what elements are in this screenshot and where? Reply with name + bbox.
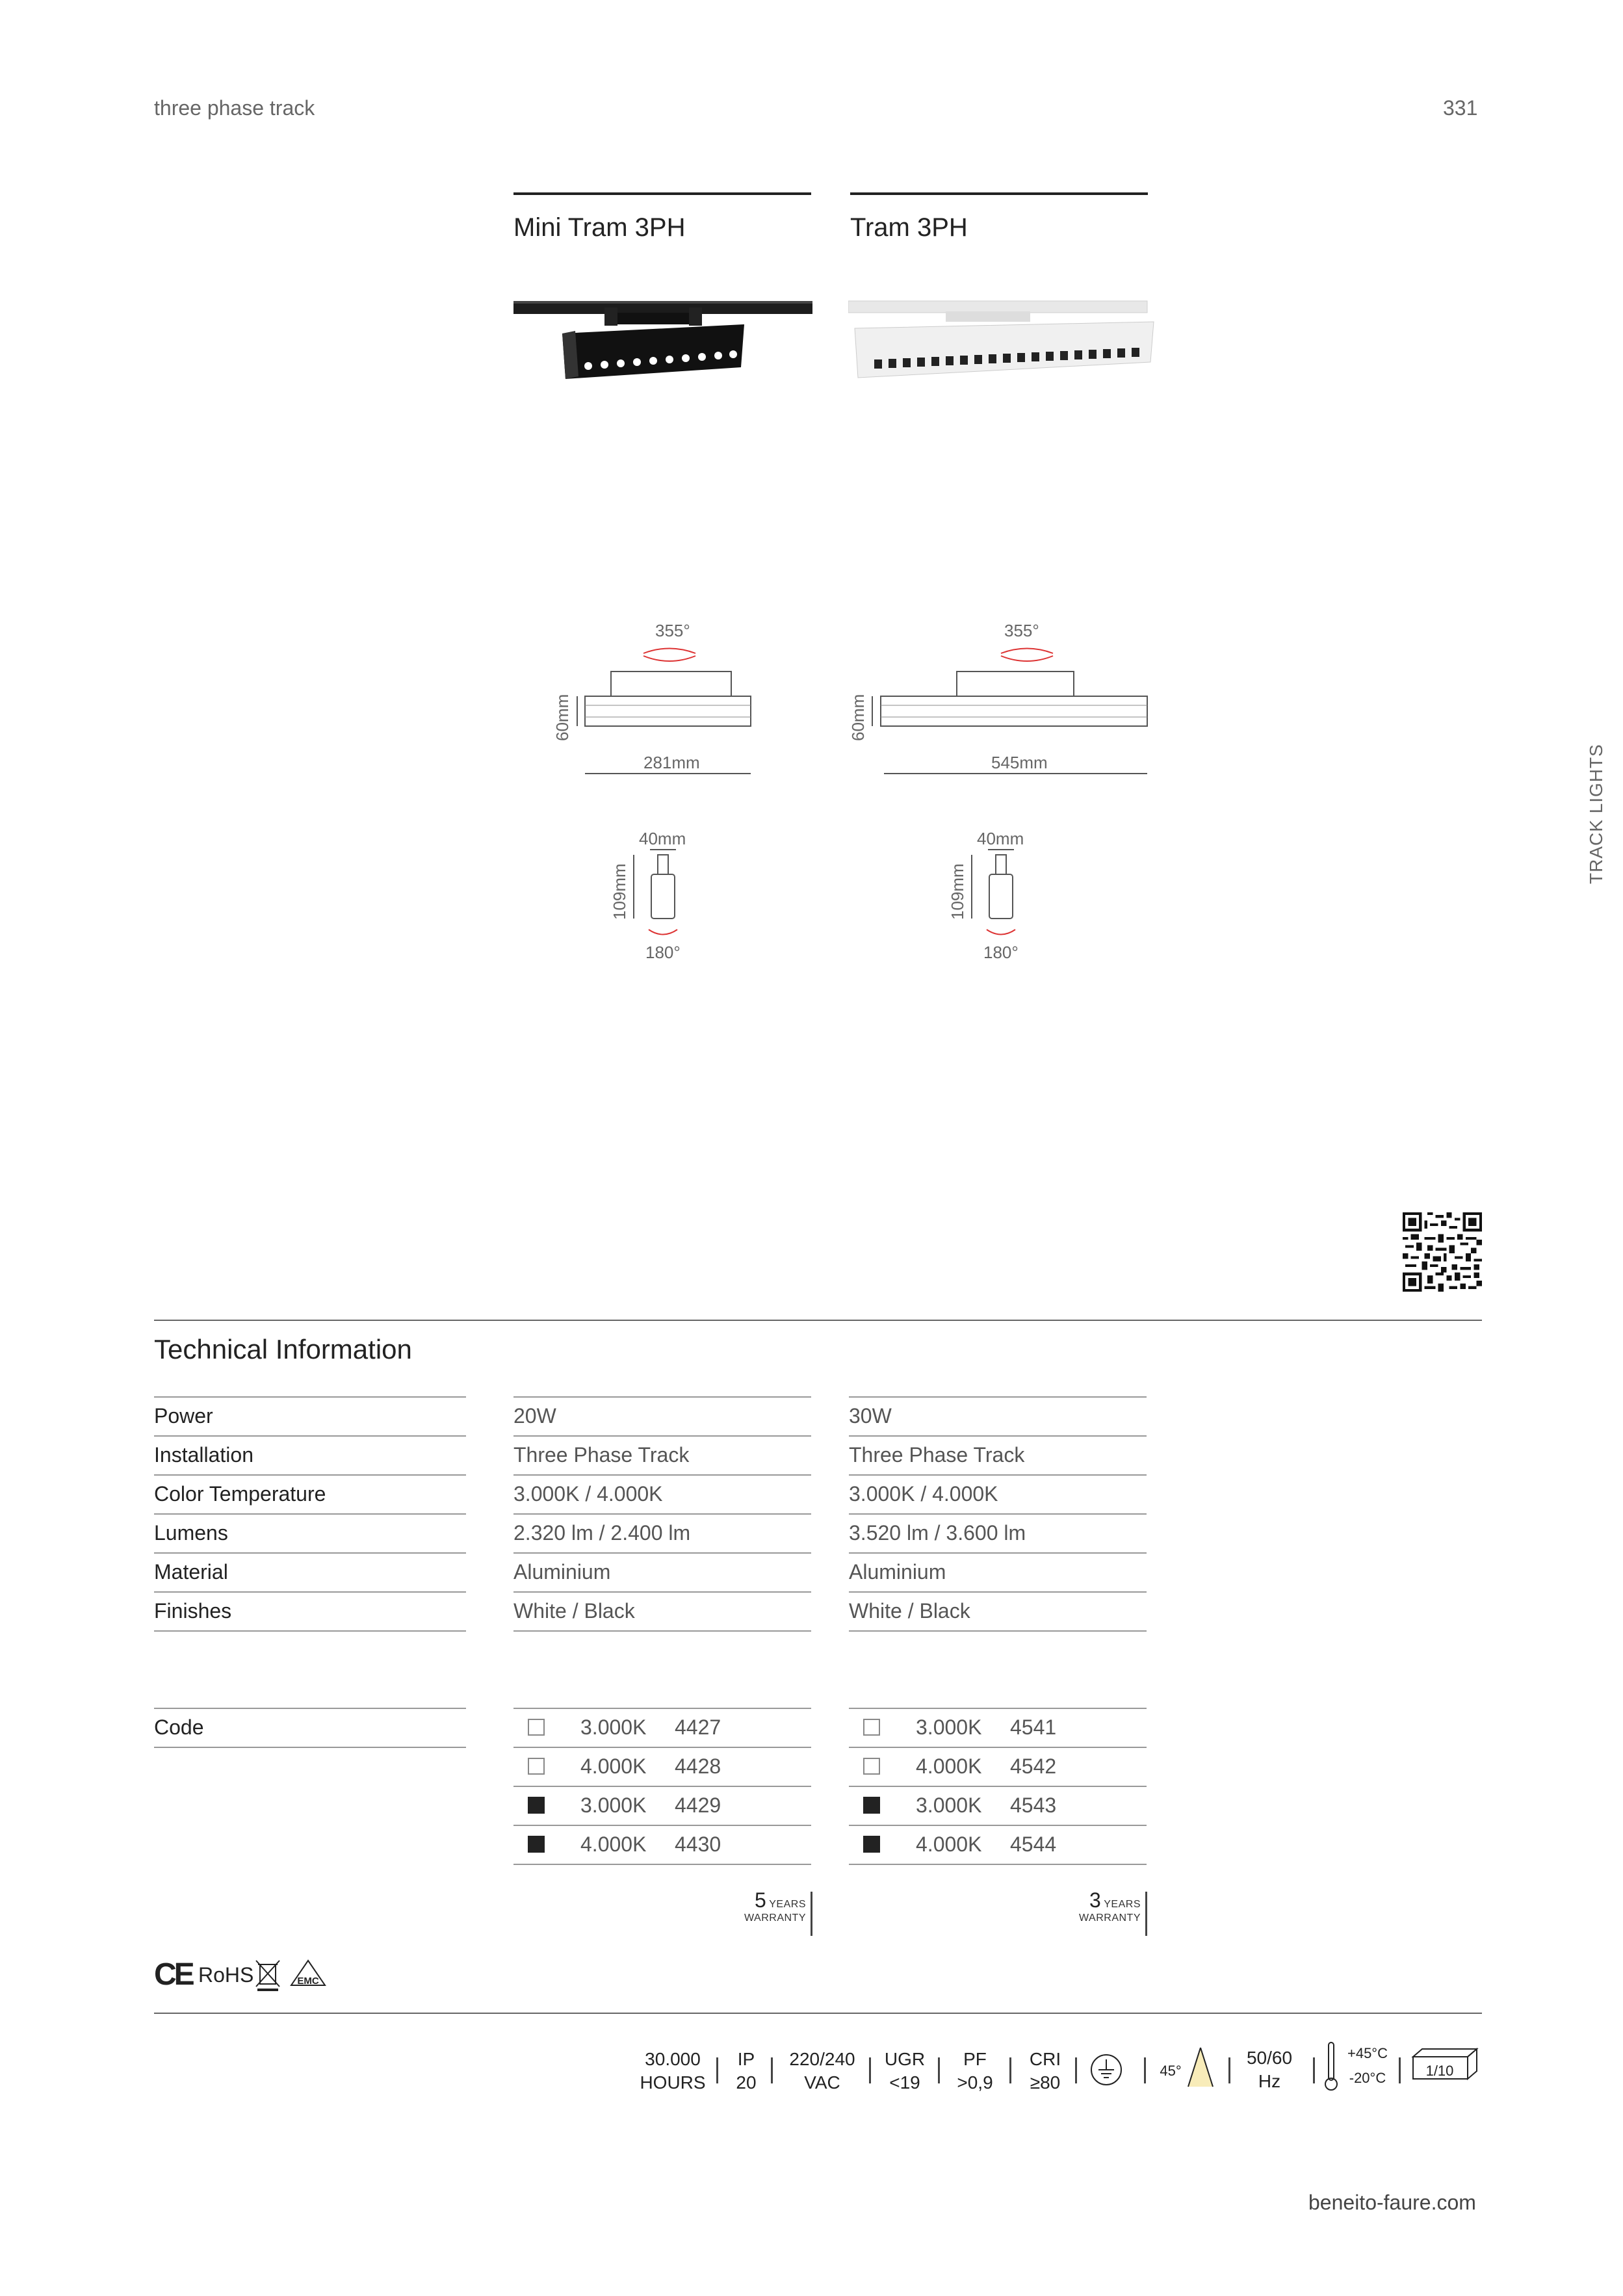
ce-mark: CE xyxy=(154,1957,192,1992)
separator xyxy=(1075,2057,1077,2083)
cri-value: ≥80 xyxy=(1030,2072,1061,2093)
code-row-line xyxy=(513,1825,811,1826)
separator xyxy=(938,2057,940,2083)
rotation-top-label-2: 355° xyxy=(1004,621,1039,640)
ugr-value: <19 xyxy=(889,2072,920,2093)
spec-value-2: Aluminium xyxy=(849,1560,946,1584)
pf-label: PF xyxy=(963,2049,987,2069)
ugr-spec xyxy=(877,2048,932,2094)
spec-value-1: White / Black xyxy=(513,1599,635,1623)
product-rule-1 xyxy=(513,192,811,195)
code-temperature: 3.000K xyxy=(580,1715,647,1739)
spec-value-2: Three Phase Track xyxy=(849,1443,1025,1467)
ip-value: 20 xyxy=(736,2072,757,2093)
length-label-1: 281mm xyxy=(643,753,700,772)
spec-label: Material xyxy=(154,1560,228,1584)
code-temperature: 4.000K xyxy=(580,1755,647,1778)
pf-value: >0,9 xyxy=(957,2072,993,2093)
spec-value-2: 3.520 lm / 3.600 lm xyxy=(849,1521,1026,1545)
depth-label-2: 109mm xyxy=(948,863,967,920)
separator xyxy=(771,2057,773,2083)
voltage-unit: VAC xyxy=(804,2072,840,2093)
code-temperature: 4.000K xyxy=(916,1833,982,1856)
warranty-years-1: 5 xyxy=(755,1888,766,1912)
rohs-mark: RoHS xyxy=(198,1963,254,1987)
voltage-spec xyxy=(783,2048,861,2094)
spec-label: Lumens xyxy=(154,1521,228,1545)
beam-angle-label: 45° xyxy=(1160,2063,1182,2079)
warranty-1 xyxy=(715,1888,806,1924)
height-label-2: 60mm xyxy=(848,694,868,741)
product-photo-mini-tram xyxy=(513,296,812,387)
code-row-line xyxy=(513,1786,811,1787)
spec-value-1: 20W xyxy=(513,1404,556,1428)
code-temperature: 3.000K xyxy=(916,1794,982,1817)
code-row-line xyxy=(849,1786,1147,1787)
qr-code[interactable] xyxy=(1403,1212,1482,1292)
finish-swatch-white xyxy=(528,1719,545,1736)
ugr-label: UGR xyxy=(884,2049,926,2069)
code-temperature: 4.000K xyxy=(580,1833,647,1856)
finish-swatch-black xyxy=(528,1836,545,1853)
code-number: 4428 xyxy=(675,1755,721,1778)
hours-spec xyxy=(634,2048,712,2094)
spec-row-line xyxy=(513,1396,811,1398)
separator xyxy=(1009,2057,1011,2083)
spec-row-line xyxy=(513,1591,811,1593)
cri-spec xyxy=(1019,2048,1071,2094)
code-row-line xyxy=(513,1864,811,1865)
code-temperature: 3.000K xyxy=(916,1715,982,1739)
website[interactable]: beneito-faure.com xyxy=(1308,2191,1476,2214)
frequency-value: 50/60 xyxy=(1246,2048,1293,2068)
section-title: three phase track xyxy=(154,96,315,120)
earth-ground-icon xyxy=(1089,2053,1123,2087)
spec-value-1: Aluminium xyxy=(513,1560,611,1584)
code-number: 4544 xyxy=(1010,1833,1057,1856)
separator xyxy=(1399,2057,1401,2083)
warranty-label-2: WARRANTY xyxy=(1079,1912,1141,1924)
frequency-spec xyxy=(1239,2046,1300,2093)
code-row-line xyxy=(513,1708,811,1709)
code-temperature: 3.000K xyxy=(580,1794,647,1817)
side-label: TRACK LIGHTS xyxy=(1586,744,1606,884)
spec-label: Installation xyxy=(154,1443,253,1467)
rotation-top-label-1: 355° xyxy=(655,621,690,640)
side-drawing-1 xyxy=(630,848,702,946)
code-row-line xyxy=(849,1864,1147,1865)
separator xyxy=(1228,2057,1230,2083)
product-rule-2 xyxy=(850,192,1148,195)
page-number: 331 xyxy=(1443,96,1478,120)
finish-swatch-white xyxy=(528,1758,545,1775)
thermometer-icon xyxy=(1323,2041,1339,2092)
warranty-label-1: WARRANTY xyxy=(744,1912,806,1924)
ip-spec xyxy=(728,2048,764,2094)
finish-swatch-black xyxy=(528,1797,545,1814)
spec-value-2: White / Black xyxy=(849,1599,970,1623)
code-row-line xyxy=(154,1747,466,1748)
code-row-line xyxy=(513,1747,811,1748)
spec-row-line xyxy=(849,1396,1147,1398)
width-label-2: 40mm xyxy=(977,829,1024,848)
code-row-line xyxy=(849,1708,1147,1709)
pf-spec xyxy=(949,2048,1001,2094)
section-divider xyxy=(154,1320,1482,1321)
product-title-2: Tram 3PH xyxy=(850,213,968,242)
spec-row-line xyxy=(849,1591,1147,1593)
spec-row-line xyxy=(513,1435,811,1437)
spec-row-line xyxy=(154,1474,466,1476)
code-row-line xyxy=(154,1708,466,1709)
temperature-min: -20°C xyxy=(1349,2070,1386,2086)
warranty-bar-2 xyxy=(1145,1892,1147,1936)
height-label-1: 60mm xyxy=(552,694,572,741)
code-label: Code xyxy=(154,1715,204,1739)
spec-row-line xyxy=(849,1630,1147,1632)
hours-unit: HOURS xyxy=(640,2072,706,2093)
spec-row-line xyxy=(154,1630,466,1632)
width-label-1: 40mm xyxy=(639,829,686,848)
spec-label: Finishes xyxy=(154,1599,232,1623)
spec-value-1: Three Phase Track xyxy=(513,1443,690,1467)
weee-bin-icon xyxy=(255,1958,281,1992)
warranty-bar-1 xyxy=(811,1892,812,1936)
finish-swatch-black xyxy=(863,1836,880,1853)
cri-label: CRI xyxy=(1029,2049,1061,2069)
temperature-spec xyxy=(1340,2041,1395,2091)
warranty-unit-1: YEARS xyxy=(769,1899,806,1910)
spec-label: Color Temperature xyxy=(154,1482,326,1506)
beam-angle-icon xyxy=(1184,2044,1217,2090)
spec-row-line xyxy=(154,1396,466,1398)
code-temperature: 4.000K xyxy=(916,1755,982,1778)
rotation-bottom-label-1: 180° xyxy=(645,943,681,962)
warranty-unit-2: YEARS xyxy=(1104,1899,1141,1910)
emc-label: EMC xyxy=(297,1976,319,1987)
length-label-2: 545mm xyxy=(991,753,1048,772)
spec-row-line xyxy=(849,1435,1147,1437)
finish-swatch-white xyxy=(863,1719,880,1736)
technical-title: Technical Information xyxy=(154,1334,412,1364)
product-title-1: Mini Tram 3PH xyxy=(513,213,686,242)
code-number: 4429 xyxy=(675,1794,721,1817)
warranty-years-2: 3 xyxy=(1089,1888,1101,1912)
separator xyxy=(716,2057,718,2083)
spec-row-line xyxy=(154,1591,466,1593)
product-photo-tram xyxy=(848,296,1160,387)
code-number: 4543 xyxy=(1010,1794,1057,1817)
finish-swatch-black xyxy=(863,1797,880,1814)
finish-swatch-white xyxy=(863,1758,880,1775)
code-number: 4427 xyxy=(675,1715,721,1739)
code-row-line xyxy=(849,1825,1147,1826)
rotation-bottom-label-2: 180° xyxy=(983,943,1019,962)
spec-row-line xyxy=(154,1552,466,1554)
spec-row-line xyxy=(513,1630,811,1632)
emc-icon xyxy=(290,1959,326,1989)
spec-row-line xyxy=(513,1552,811,1554)
code-number: 4542 xyxy=(1010,1755,1057,1778)
voltage-value: 220/240 xyxy=(789,2049,855,2069)
spec-row-line xyxy=(154,1513,466,1515)
spec-value-1: 2.320 lm / 2.400 lm xyxy=(513,1521,691,1545)
ip-label: IP xyxy=(737,2049,755,2069)
temperature-max: +45°C xyxy=(1347,2045,1388,2061)
spec-row-line xyxy=(849,1513,1147,1515)
code-number: 4430 xyxy=(675,1833,721,1856)
frequency-unit: Hz xyxy=(1258,2071,1281,2091)
spec-row-line xyxy=(513,1513,811,1515)
separator xyxy=(869,2057,871,2083)
spec-row-line xyxy=(849,1474,1147,1476)
specs-divider xyxy=(154,2013,1482,2014)
depth-label-1: 109mm xyxy=(610,863,629,920)
spec-row-line xyxy=(849,1552,1147,1554)
packaging-label: 1/10 xyxy=(1425,2063,1454,2079)
spec-row-line xyxy=(154,1435,466,1437)
spec-value-2: 30W xyxy=(849,1404,892,1428)
separator xyxy=(1313,2057,1315,2083)
hours-value: 30.000 xyxy=(645,2049,701,2069)
spec-label: Power xyxy=(154,1404,213,1428)
side-drawing-2 xyxy=(968,848,1040,946)
warranty-2 xyxy=(1050,1888,1141,1924)
code-row-line xyxy=(849,1747,1147,1748)
separator xyxy=(1144,2057,1146,2083)
spec-row-line xyxy=(513,1474,811,1476)
spec-value-1: 3.000K / 4.000K xyxy=(513,1482,663,1506)
spec-value-2: 3.000K / 4.000K xyxy=(849,1482,998,1506)
code-number: 4541 xyxy=(1010,1715,1057,1739)
